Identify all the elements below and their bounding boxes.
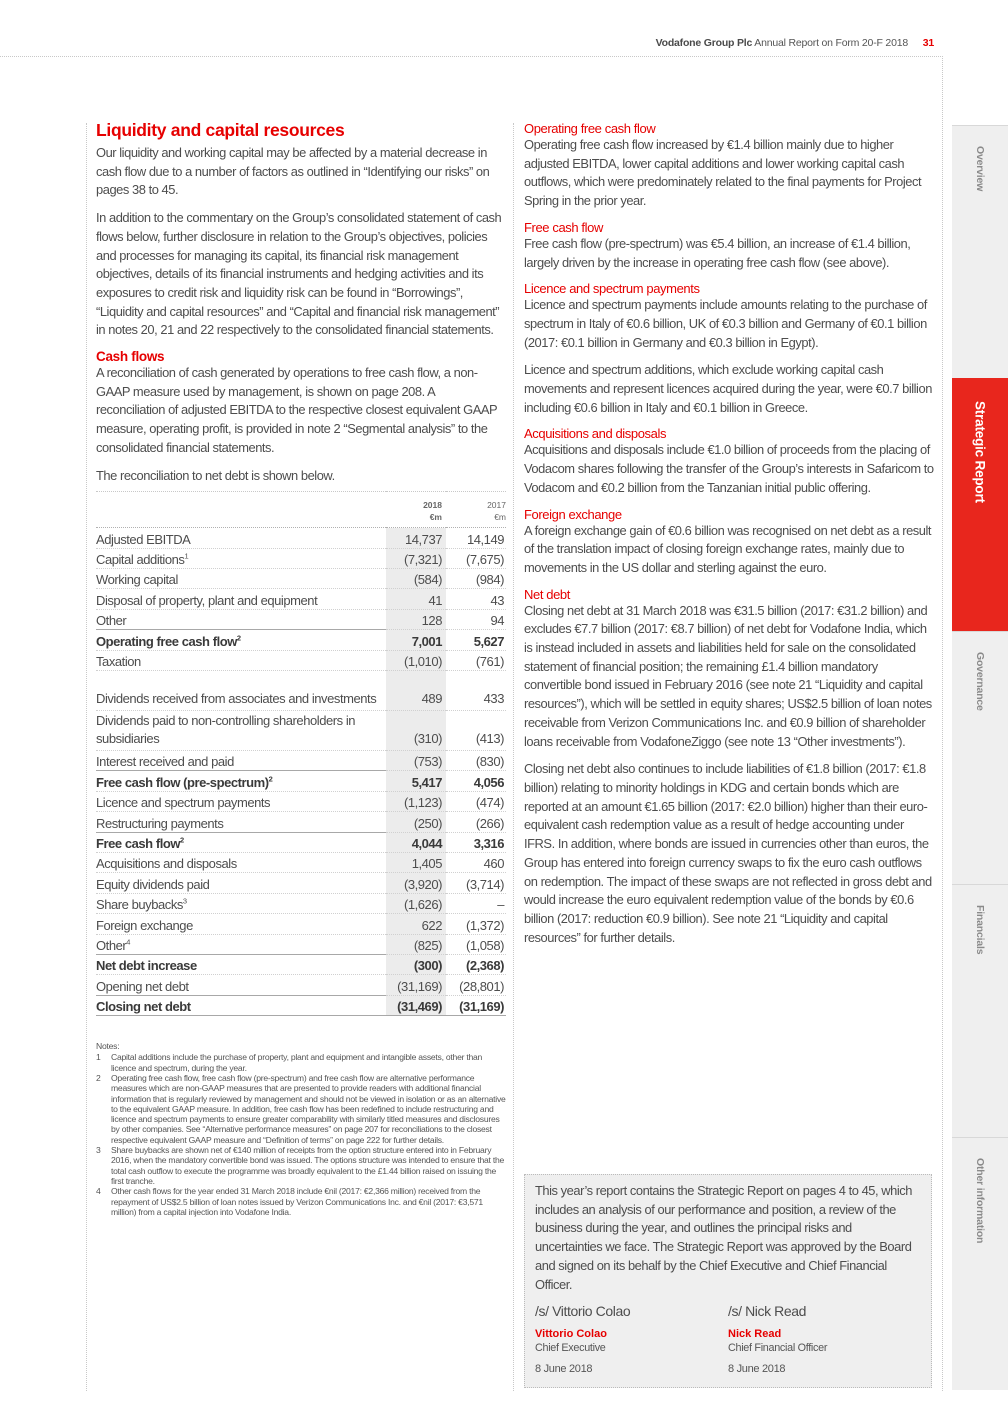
footnote-ref: 2 <box>180 835 184 845</box>
note-item: 3 Share buybacks are shown net of €140 million of receipts from the option structure entered into in February 2016, when the mandatory convertible bond was issued. The options structure was intended to ensure that the total cash outflow to execute the programme was broadly equivalent to the £1.44 billion raised on issuing the first tranche. <box>96 1145 505 1186</box>
value-2017: (2,368) <box>446 954 506 974</box>
intro-paragraph-1: Our liquidity and working capital may be affected by a material decrease in cash flow due to a number of factors as outlined in “Identifying our risks” on pages 38 to 45. <box>96 145 490 198</box>
value-2017: (1,372) <box>446 914 506 934</box>
value-2018: (7,321) <box>386 548 446 568</box>
signature-date: 8 June 2018 <box>728 1363 786 1376</box>
value-2018: (1,010) <box>386 650 446 670</box>
value-2017: 43 <box>446 589 506 609</box>
value-2018: 14,737 <box>386 528 446 548</box>
section-title: Liquidity and capital resources <box>96 120 345 140</box>
value-2017: (830) <box>446 750 506 770</box>
signature: /s/ Vittorio Colao <box>535 1303 631 1320</box>
net-debt-reconciliation-table <box>96 491 506 1016</box>
notes-list <box>96 1052 506 1217</box>
intro-paragraph-2: In addition to the commentary on the Group’s consolidated statement of cash flows below, further disclosure in relation to the Group’s objectives, policies and processes for managing its capital, its financial risk management objectives, details of its financial instruments and hedging activities and its exposures to credit risk and liquidity risk can be found in “Borrowings”, “Liquidity and capital resources” and “Capital and financial risk management” in notes 20, 21 and 22 respectively to the consolidated financial statements. <box>96 210 502 338</box>
signatory-name: Vittorio Colao <box>535 1328 607 1341</box>
table-row <box>96 791 506 811</box>
value-2018: 41 <box>386 589 446 609</box>
section-tabs <box>952 125 1008 1390</box>
left-column <box>96 120 506 1217</box>
footnote-ref: 2 <box>268 774 273 784</box>
value-2017: (761) <box>446 650 506 670</box>
table-row <box>96 569 506 589</box>
table-row <box>96 710 506 750</box>
note-item: 2 Operating free cash flow, free cash flow (pre-spectrum) and free cash flow are alternative performance measures which are non-GAAP measures that are presented to provide readers with additional financial information that is regularly reviewed by management and should not be viewed in isolation or as an alternative to the equivalent GAAP measure. In addition, free cash flow has been redefined to include restructuring and licence and spectrum payments to ensure greater comparability with similarly titled measures and disclosures by other companies. See “Alternative performance measures” on page 207 for reconciliations to the closest respective equivalent GAAP measure and “Definition of terms” on page 222 for further details. <box>96 1072 506 1145</box>
value-2018: (1,123) <box>386 791 446 811</box>
row-label: Acquisitions and disposals <box>96 852 386 872</box>
table-row <box>96 630 506 650</box>
table-row <box>96 975 506 995</box>
signature: /s/ Nick Read <box>728 1303 807 1320</box>
table-row <box>96 548 506 568</box>
table-row <box>96 609 506 629</box>
row-label: Foreign exchange <box>96 914 386 934</box>
strategic-report-approval-box <box>524 1174 932 1388</box>
value-2018: 128 <box>386 609 446 629</box>
note-item: 4 Other cash flows for the year ended 31 March 2018 include €nil (2017: €2,366 million) received from the repayment of US$2.5 billion of loan notes issued by Verizon Communications Inc. and €nil (2017: €3,571 million) from a capital injection into Vodafone India. <box>96 1186 483 1217</box>
row-label: Dividends received from associates and investments <box>96 670 386 710</box>
row-label: Opening net debt <box>96 975 386 995</box>
signatory-ceo <box>535 1303 728 1375</box>
row-label: Restructuring payments <box>96 812 386 832</box>
row-label: Share buybacks$^3$ <box>96 893 386 913</box>
value-2017: (1,058) <box>446 934 506 954</box>
row-label: Other$^4$ <box>96 934 386 954</box>
notes-title: Notes: <box>96 1041 120 1052</box>
value-2018: (753) <box>386 750 446 770</box>
value-2017: (3,714) <box>446 873 506 893</box>
signatory-name: Nick Read <box>728 1328 782 1341</box>
value-2018: 7,001 <box>386 630 446 650</box>
table-body <box>96 528 506 1016</box>
value-2018: (300) <box>386 954 446 974</box>
value-2017: (413) <box>446 710 506 750</box>
value-2018: 5,417 <box>386 771 446 791</box>
value-2017: 3,316 <box>446 832 506 852</box>
table-header-row <box>96 492 506 528</box>
net-debt-text-2: Closing net debt also continues to include liabilities of €1.8 billion (2017: €1.8 billion) relating to minority holdings in KDG and certain bonds which are reported at an amount €1.65 billion (2017: €2.0 billion) higher than their euro-equivalent cash redemption value as a result of hedge accounting under IFRS. In addition, where bonds are issued in currencies other than euros, the Group has entered into foreign currency swaps to fix the euro cash outflows on redemption. The impact of these swaps are not reflected in gross debt and would increase the euro equivalent redemption value of the bonds by €0.6 billion (2017: reduction €0.9 billion). See note 21 “Liquidity and capital resources” for further details. <box>524 761 932 945</box>
value-2017: 5,627 <box>446 630 506 650</box>
table-row <box>96 852 506 872</box>
tab-other-information[interactable]: Other information <box>952 1137 1008 1390</box>
note-item: 1 Capital additions include the purchase of property, plant and equipment and intangible assets, other than licence and spectrum, during the year. <box>96 1052 483 1073</box>
report-title: Annual Report on Form 20-F 2018 <box>754 37 908 49</box>
tab-financials[interactable]: Financials <box>952 884 1008 1137</box>
table-row <box>96 954 506 974</box>
value-2017: (474) <box>446 791 506 811</box>
value-2017: (984) <box>446 569 506 589</box>
table-row <box>96 914 506 934</box>
value-2017: 433 <box>446 670 506 710</box>
operating-free-cash-flow-heading: Operating free cash flow <box>524 121 656 136</box>
table-row <box>96 589 506 609</box>
row-label: Working capital <box>96 569 386 589</box>
value-2017: – <box>446 893 506 913</box>
row-label: Licence and spectrum payments <box>96 791 386 811</box>
row-label: Interest received and paid <box>96 750 386 770</box>
row-label: Dividends paid to non-controlling shareholders in subsidiaries <box>96 710 386 750</box>
table-row <box>96 873 506 893</box>
table-row <box>96 750 506 770</box>
signatories <box>535 1303 921 1375</box>
footnote-ref: 2 <box>236 633 241 643</box>
value-2017: (28,801) <box>446 975 506 995</box>
value-2018: 1,405 <box>386 852 446 872</box>
value-2018: (825) <box>386 934 446 954</box>
value-2017: (266) <box>446 812 506 832</box>
table-row <box>96 832 506 852</box>
column-header-2017: 2017 €m <box>487 500 506 523</box>
page-number: 31 <box>922 37 934 49</box>
value-2017: (31,169) <box>446 995 506 1015</box>
value-2018: 622 <box>386 914 446 934</box>
value-2018: (310) <box>386 710 446 750</box>
net-debt-heading: Net debt <box>524 586 570 602</box>
row-label: Taxation <box>96 650 386 670</box>
row-label: Equity dividends paid <box>96 873 386 893</box>
row-label: Net debt increase <box>96 954 386 974</box>
approval-text: This year’s report contains the Strategic Report on pages 4 to 45, which includes an analysis of our performance and position, a review of the business during the year, and outlines the principal risks and uncertainties we face. The Strategic Report was approved by the Board and signed on its behalf by the Chief Executive and Chief Financial Officer. <box>535 1183 912 1292</box>
table-row <box>96 528 506 548</box>
row-label: Operating free cash flow$^2$ <box>96 630 386 650</box>
table-row <box>96 995 506 1015</box>
tab-overview[interactable]: Overview <box>952 125 1008 378</box>
tab-strategic-report[interactable]: Strategic Report <box>952 378 1008 631</box>
value-2018: 489 <box>386 670 446 710</box>
running-header <box>656 37 934 49</box>
row-label: Adjusted EBITDA <box>96 528 386 548</box>
table-row <box>96 893 506 913</box>
licence-spectrum-heading: Licence and spectrum payments <box>524 281 700 297</box>
row-label: Capital additions$^1$ <box>96 548 386 568</box>
value-2018: (31,169) <box>386 975 446 995</box>
value-2017: 14,149 <box>446 528 506 548</box>
right-divider <box>942 56 943 1391</box>
row-label: Disposal of property, plant and equipment <box>96 589 386 609</box>
value-2018: 4,044 <box>386 832 446 852</box>
company-name: Vodafone Group Plc <box>655 37 753 49</box>
footnote-ref: 3 <box>182 896 187 906</box>
signatory-cfo <box>728 1303 921 1375</box>
table-row <box>96 934 506 954</box>
table-row <box>96 670 506 710</box>
cash-flows-heading: Cash flows <box>96 349 165 365</box>
row-label: Free cash flow (pre-spectrum)$^2$ <box>96 771 386 791</box>
value-2017: 460 <box>446 852 506 872</box>
value-2017: 94 <box>446 609 506 629</box>
value-2018: (250) <box>386 812 446 832</box>
left-divider <box>86 123 87 1391</box>
value-2018: (31,469) <box>386 995 446 1015</box>
reconciliation-intro: The reconciliation to net debt is shown below. <box>96 467 335 483</box>
top-divider <box>0 56 943 57</box>
column-header-2018: 2018 €m <box>423 500 442 523</box>
operating-free-cash-flow-text: Operating free cash flow increased by €1.4 billion mainly due to higher adjusted EBITDA, lower capital additions and lower working capital cash outflows, which were predominately related to the final payments for Project Spring in the prior year. <box>524 137 922 209</box>
row-label: Free cash flow$^2$ <box>96 832 386 852</box>
acquisitions-text: Acquisitions and disposals include €1.0 billion of proceeds from the placing of Vodacom shares following the transfer of the Group’s interests in Safaricom to Vodacom and €0.2 billion from the Tanzanian initial public offering. <box>524 442 934 495</box>
table-row <box>96 771 506 791</box>
acquisitions-heading: Acquisitions and disposals <box>524 426 667 442</box>
value-2017: (7,675) <box>446 548 506 568</box>
value-2018: (584) <box>386 569 446 589</box>
footnote-ref: 4 <box>126 937 130 947</box>
free-cash-flow-heading: Free cash flow <box>524 219 603 235</box>
foreign-exchange-heading: Foreign exchange <box>524 506 622 522</box>
signatory-role: Chief Financial Officer <box>728 1342 828 1355</box>
row-label: Closing net debt <box>96 995 386 1015</box>
right-column <box>524 121 936 956</box>
tab-governance[interactable]: Governance <box>952 631 1008 884</box>
foreign-exchange-text: A foreign exchange gain of €0.6 billion was recognised on net debt as a result of the translation impact of closing foreign exchange rates, mainly due to movements in the US dollar and sterling against the euro. <box>524 522 932 575</box>
table-notes <box>96 1041 506 1217</box>
licence-spectrum-text-1: Licence and spectrum payments include amounts relating to the purchase of spectrum in Italy of €0.6 billion, UK of €0.3 billion and Germany of €0.1 billion (2017: €0.1 billion in Germany and €0.3 billion in Egypt). <box>524 297 927 350</box>
value-2017: 4,056 <box>446 771 506 791</box>
signature-date: 8 June 2018 <box>535 1363 593 1376</box>
free-cash-flow-text: Free cash flow (pre-spectrum) was €5.4 billion, an increase of €1.4 billion, largely driven by the increase in operating free cash flow (see above). <box>524 235 911 270</box>
licence-spectrum-text-2: Licence and spectrum additions, which exclude working capital cash movements and represent licences acquired during the year, were €0.7 billion including €0.6 billion in Italy and €0.1 billion in Greece. <box>524 362 932 415</box>
column-divider <box>513 123 514 1391</box>
row-label: Other <box>96 609 386 629</box>
cash-flows-paragraph: A reconciliation of cash generated by operations to free cash flow, a non-GAAP measure used by management, is shown on page 208. A reconciliation of adjusted EBITDA to the respective closest equivalent GAAP measure, operating profit, is provided in note 2 “Segmental analysis” to the consolidated financial statements. <box>96 365 497 455</box>
signatory-role: Chief Executive <box>535 1342 606 1355</box>
value-2018: (1,626) <box>386 893 446 913</box>
value-2018: (3,920) <box>386 873 446 893</box>
table-row <box>96 650 506 670</box>
table-row <box>96 812 506 832</box>
footnote-ref: 1 <box>184 551 189 561</box>
net-debt-text-1: Closing net debt at 31 March 2018 was €31.5 billion (2017: €31.2 billion) and excludes €7.7 billion (2017: €8.7 billion) of net debt for Vodafone India, which is instead included in assets and liabilities held for sale on the consolidated statement of financial position; the remaining £1.4 billion mandatory convertible bond issued in February 2016 (see note 21 “Liquidity and capital resources”), which will be settled in equity shares; US$2.5 billion of loan notes receivable from Verizon Communications Inc. and €0.9 billion of shareholder loans receivable from VodafoneZiggo (see note 13 “Other investments”). <box>524 602 932 749</box>
